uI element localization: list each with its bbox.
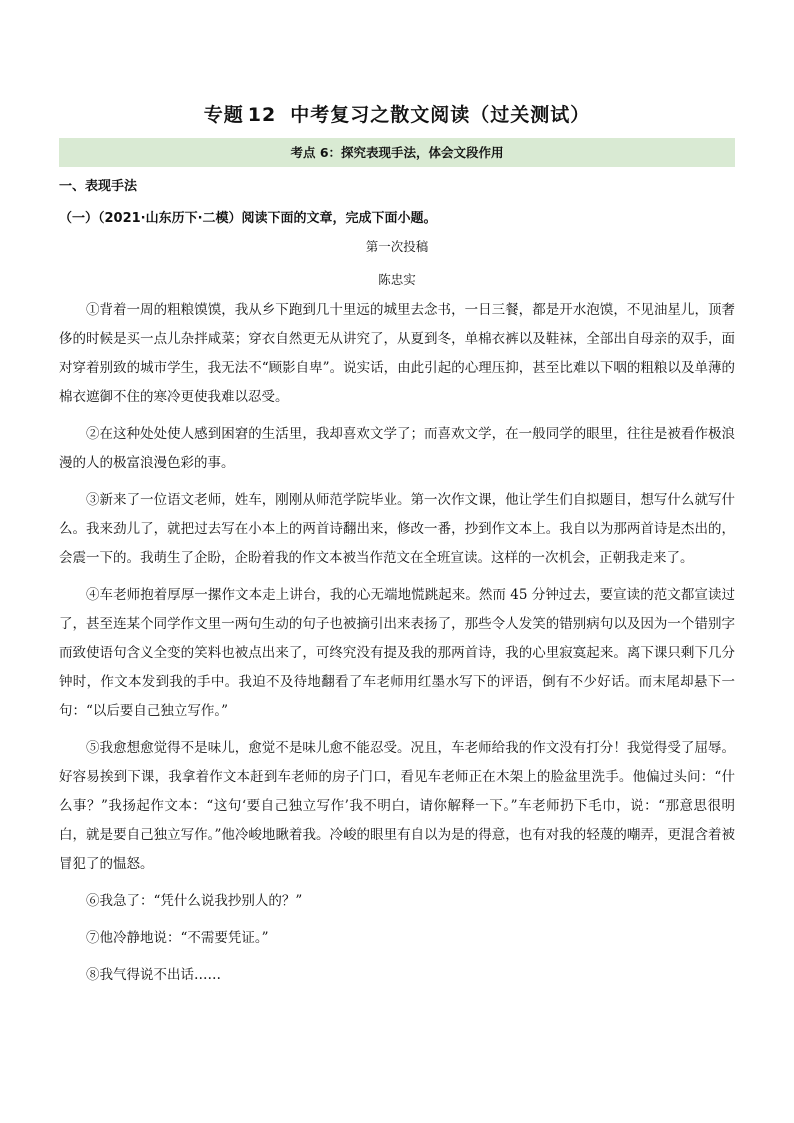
question-prompt: （一）（2021·山东历下·二模）阅读下面的文章，完成下面小题。 — [59, 211, 437, 226]
article-title: 第一次投稿 — [365, 239, 429, 254]
paragraph: ⑧我气得说不出话…… — [86, 967, 221, 983]
paragraph: ③新来了一位语文老师，姓车，刚刚从师范学院毕业。第一次作文课，他让学生们自拟题目，想写什么就写什么。我来劲儿了，就把过去写在小本上的两首诗翻出来，修改一番，抄到作文本上。我自以为那两首诗是杰出的，会震一下的。我萌生了企盼，企盼着我的作文本被当作范文在全班宣读。这样的一次机会，正朝我走来了。 — [59, 492, 735, 566]
paragraph: ④车老师抱着厚厚一摞作文本走上讲台，我的心无端地慌跳起来。然而 45 分钟过去，要宣读的范文都宣读过了，甚至连某个同学作文里一两句生动的句子也被摘引出来表扬了，那些令人发笑的错别病句以及因为一个错别字而致使语句含义全变的笑料也被点出来了，可终究没有提及我的那两首诗，我的心里寂寞起来。离下课只剩下几分钟时，作文本发到我的手中。我迫不及待地翻看了车老师用红墨水写下的评语，倒有不少好话。而末尾却悬下一句：“以后要自己独立写作。” — [59, 587, 735, 719]
paragraph: ①背着一周的粗粮馍馍，我从乡下跑到几十里远的城里去念书，一日三餐，都是开水泡馍，不见油星儿，顶奢侈的时候是买一点儿杂拌咸菜；穿衣自然更无从讲究了，从夏到冬，单棉衣裤以及鞋袜，全部出自母亲的双手，面对穿着别致的城市学生，我无法不“顾影自卑”。说实话，由此引起的心理压抑，甚至比难以下咽的粗粮以及单薄的棉衣遮御不住的寒冷更使我难以忍受。 — [59, 302, 735, 405]
article-body — [59, 296, 735, 998]
title-text: 中考复习之散文阅读（过关测试） — [290, 104, 591, 126]
paragraph: ②在这种处处使人感到困窘的生活里，我却喜欢文学了；而喜欢文学，在一般同学的眼里，往往是被看作极浪漫的人的极富浪漫色彩的事。 — [59, 426, 735, 471]
section-heading: 一、表现手法 — [59, 179, 138, 194]
article-author: 陈忠实 — [378, 272, 416, 287]
document-title — [0, 100, 794, 127]
paragraph: ⑦他冷静地说：“不需要凭证。” — [86, 930, 269, 946]
paragraph: ⑥我急了：“凭什么说我抄别人的？” — [86, 893, 303, 909]
paragraph: ⑤我愈想愈觉得不是味儿，愈觉不是味儿愈不能忍受。况且，车老师给我的作文没有打分！我觉得受了屈辱。好容易挨到下课，我拿着作文本赶到车老师的房子门口，看见车老师正在木架上的脸盆里洗手。他偏过头问：“什么事？”我扬起作文本：“这句‘要自己独立写作’我不明白，请你解释一下。”车老师扔下毛巾，说：“那意思很明白，就是要自己独立写作。”他冷峻地瞅着我。冷峻的眼里有自以为是的得意，也有对我的轻蔑的嘲弄，更混含着被冒犯了的愠怒。 — [59, 740, 735, 872]
topic-banner: 考点 6：探究表现手法，体会文段作用 — [59, 138, 735, 167]
title-prefix: 专题 — [203, 104, 244, 126]
title-number: 12 — [247, 104, 277, 126]
